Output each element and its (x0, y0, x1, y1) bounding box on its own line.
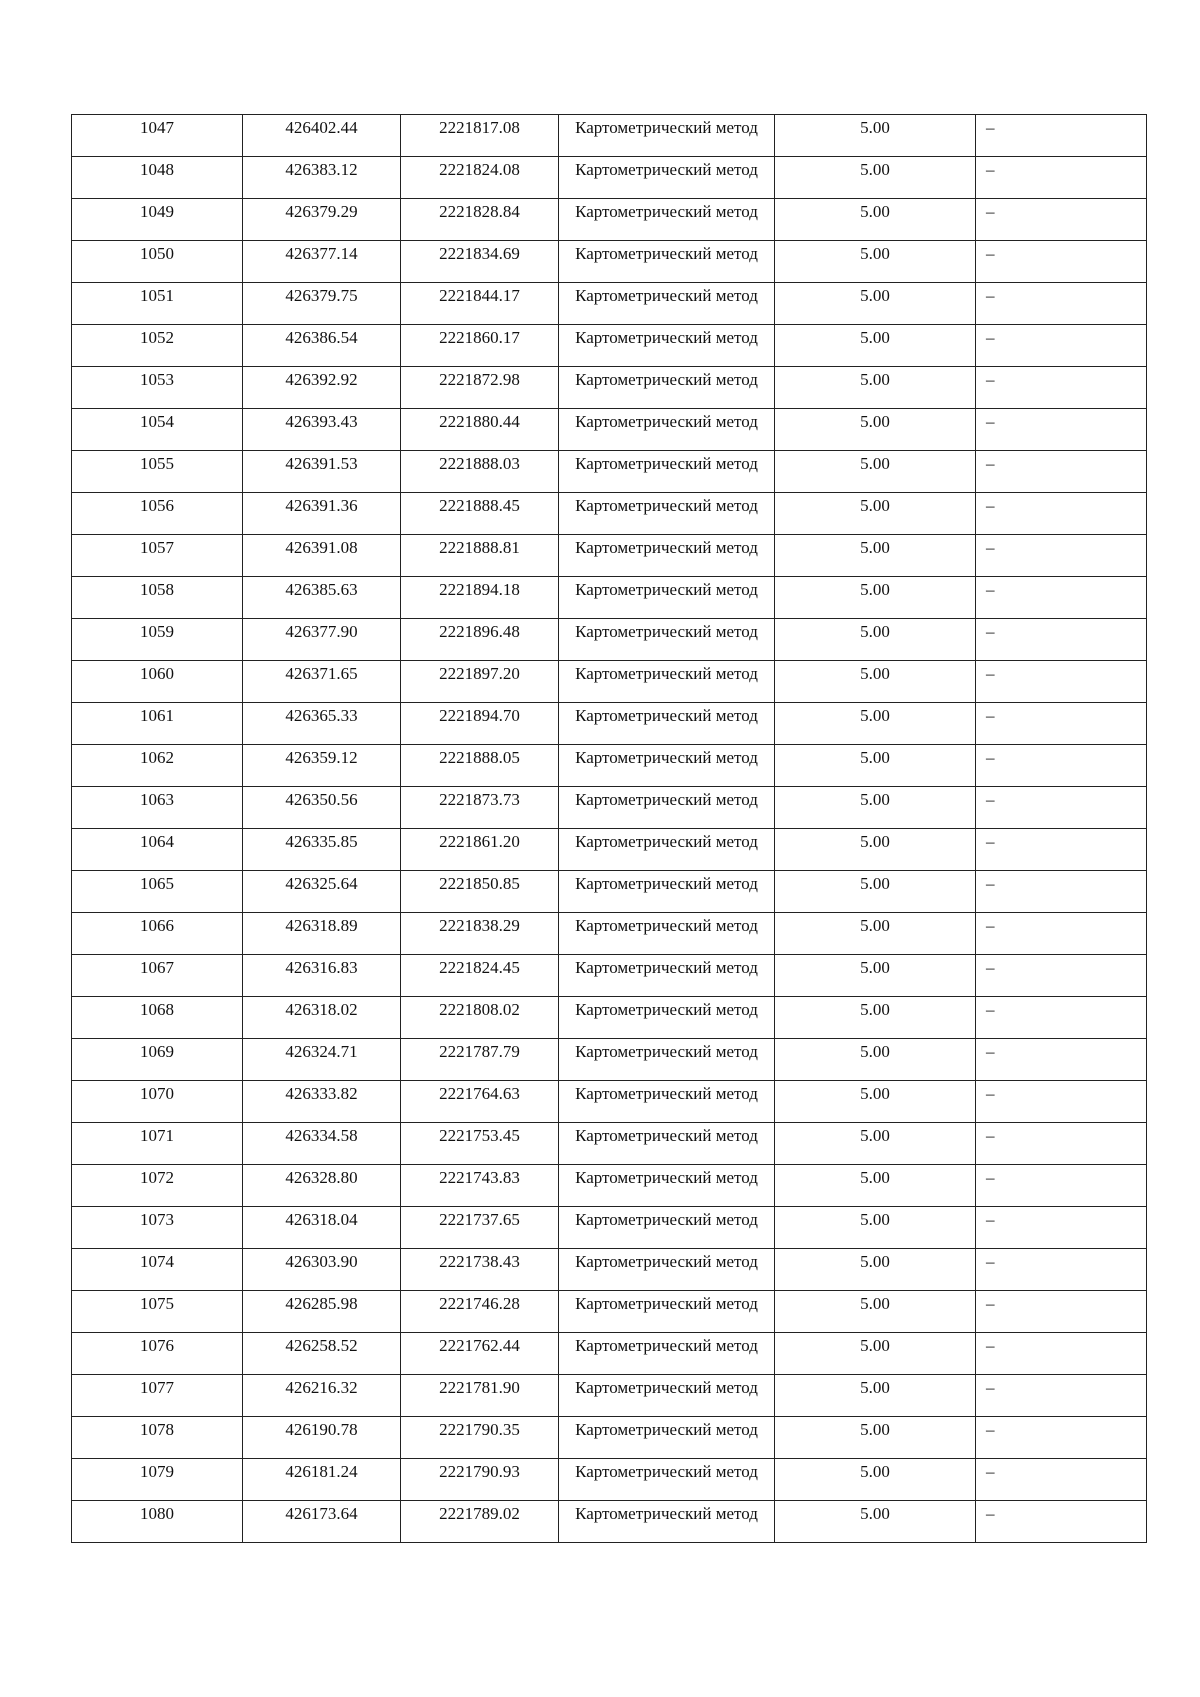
y-coordinate-cell: 2221834.69 (401, 241, 559, 283)
accuracy-cell: 5.00 (775, 1207, 976, 1249)
accuracy-cell: 5.00 (775, 283, 976, 325)
x-coordinate-cell: 426303.90 (243, 1249, 401, 1291)
accuracy-cell: 5.00 (775, 619, 976, 661)
note-cell: – (976, 829, 1147, 871)
method-cell: Картометрический метод (559, 1123, 775, 1165)
method-cell: Картометрический метод (559, 661, 775, 703)
point-number-cell: 1067 (72, 955, 243, 997)
accuracy-cell: 5.00 (775, 325, 976, 367)
y-coordinate-cell: 2221738.43 (401, 1249, 559, 1291)
table-row (72, 283, 1147, 325)
point-number-cell: 1078 (72, 1417, 243, 1459)
accuracy-cell: 5.00 (775, 1039, 976, 1081)
note-cell: – (976, 1333, 1147, 1375)
x-coordinate-cell: 426379.29 (243, 199, 401, 241)
x-coordinate-cell: 426365.33 (243, 703, 401, 745)
method-cell: Картометрический метод (559, 1291, 775, 1333)
point-number-cell: 1053 (72, 367, 243, 409)
point-number-cell: 1056 (72, 493, 243, 535)
method-cell: Картометрический метод (559, 241, 775, 283)
note-cell: – (976, 787, 1147, 829)
point-number-cell: 1073 (72, 1207, 243, 1249)
x-coordinate-cell: 426377.90 (243, 619, 401, 661)
table-row (72, 1081, 1147, 1123)
point-number-cell: 1048 (72, 157, 243, 199)
y-coordinate-cell: 2221790.35 (401, 1417, 559, 1459)
note-cell: – (976, 157, 1147, 199)
note-cell: – (976, 661, 1147, 703)
coordinates-table (71, 114, 1147, 1543)
method-cell: Картометрический метод (559, 997, 775, 1039)
method-cell: Картометрический метод (559, 1081, 775, 1123)
note-cell: – (976, 1459, 1147, 1501)
x-coordinate-cell: 426391.36 (243, 493, 401, 535)
point-number-cell: 1057 (72, 535, 243, 577)
table-row (72, 367, 1147, 409)
table-row (72, 115, 1147, 157)
method-cell: Картометрический метод (559, 367, 775, 409)
point-number-cell: 1052 (72, 325, 243, 367)
y-coordinate-cell: 2221790.93 (401, 1459, 559, 1501)
x-coordinate-cell: 426383.12 (243, 157, 401, 199)
point-number-cell: 1070 (72, 1081, 243, 1123)
method-cell: Картометрический метод (559, 115, 775, 157)
accuracy-cell: 5.00 (775, 745, 976, 787)
point-number-cell: 1076 (72, 1333, 243, 1375)
x-coordinate-cell: 426285.98 (243, 1291, 401, 1333)
method-cell: Картометрический метод (559, 1375, 775, 1417)
accuracy-cell: 5.00 (775, 1081, 976, 1123)
note-cell: – (976, 115, 1147, 157)
table-row (72, 1165, 1147, 1207)
note-cell: – (976, 283, 1147, 325)
x-coordinate-cell: 426333.82 (243, 1081, 401, 1123)
accuracy-cell: 5.00 (775, 1375, 976, 1417)
table-row (72, 703, 1147, 745)
method-cell: Картометрический метод (559, 1039, 775, 1081)
x-coordinate-cell: 426328.80 (243, 1165, 401, 1207)
x-coordinate-cell: 426181.24 (243, 1459, 401, 1501)
table-row (72, 1501, 1147, 1543)
note-cell: – (976, 1417, 1147, 1459)
y-coordinate-cell: 2221753.45 (401, 1123, 559, 1165)
y-coordinate-cell: 2221861.20 (401, 829, 559, 871)
accuracy-cell: 5.00 (775, 913, 976, 955)
y-coordinate-cell: 2221781.90 (401, 1375, 559, 1417)
point-number-cell: 1072 (72, 1165, 243, 1207)
point-number-cell: 1066 (72, 913, 243, 955)
x-coordinate-cell: 426318.02 (243, 997, 401, 1039)
note-cell: – (976, 1207, 1147, 1249)
accuracy-cell: 5.00 (775, 955, 976, 997)
note-cell: – (976, 1291, 1147, 1333)
x-coordinate-cell: 426325.64 (243, 871, 401, 913)
note-cell: – (976, 199, 1147, 241)
y-coordinate-cell: 2221828.84 (401, 199, 559, 241)
accuracy-cell: 5.00 (775, 1501, 976, 1543)
note-cell: – (976, 493, 1147, 535)
table-row (72, 829, 1147, 871)
table-row (72, 661, 1147, 703)
x-coordinate-cell: 426173.64 (243, 1501, 401, 1543)
point-number-cell: 1058 (72, 577, 243, 619)
y-coordinate-cell: 2221817.08 (401, 115, 559, 157)
y-coordinate-cell: 2221888.81 (401, 535, 559, 577)
note-cell: – (976, 1123, 1147, 1165)
note-cell: – (976, 913, 1147, 955)
point-number-cell: 1064 (72, 829, 243, 871)
method-cell: Картометрический метод (559, 325, 775, 367)
point-number-cell: 1075 (72, 1291, 243, 1333)
y-coordinate-cell: 2221844.17 (401, 283, 559, 325)
table-row (72, 1333, 1147, 1375)
note-cell: – (976, 955, 1147, 997)
table-row (72, 619, 1147, 661)
table-row (72, 955, 1147, 997)
table-row (72, 157, 1147, 199)
accuracy-cell: 5.00 (775, 367, 976, 409)
point-number-cell: 1059 (72, 619, 243, 661)
y-coordinate-cell: 2221896.48 (401, 619, 559, 661)
point-number-cell: 1047 (72, 115, 243, 157)
note-cell: – (976, 997, 1147, 1039)
note-cell: – (976, 577, 1147, 619)
coordinates-table-body (72, 115, 1147, 1543)
note-cell: – (976, 1249, 1147, 1291)
accuracy-cell: 5.00 (775, 241, 976, 283)
x-coordinate-cell: 426386.54 (243, 325, 401, 367)
x-coordinate-cell: 426334.58 (243, 1123, 401, 1165)
y-coordinate-cell: 2221838.29 (401, 913, 559, 955)
table-row (72, 745, 1147, 787)
y-coordinate-cell: 2221808.02 (401, 997, 559, 1039)
y-coordinate-cell: 2221743.83 (401, 1165, 559, 1207)
y-coordinate-cell: 2221872.98 (401, 367, 559, 409)
table-row (72, 535, 1147, 577)
point-number-cell: 1062 (72, 745, 243, 787)
table-row (72, 1291, 1147, 1333)
table-row (72, 241, 1147, 283)
point-number-cell: 1063 (72, 787, 243, 829)
method-cell: Картометрический метод (559, 535, 775, 577)
note-cell: – (976, 871, 1147, 913)
x-coordinate-cell: 426318.04 (243, 1207, 401, 1249)
x-coordinate-cell: 426385.63 (243, 577, 401, 619)
x-coordinate-cell: 426377.14 (243, 241, 401, 283)
note-cell: – (976, 1039, 1147, 1081)
accuracy-cell: 5.00 (775, 493, 976, 535)
method-cell: Картометрический метод (559, 1333, 775, 1375)
table-row (72, 1249, 1147, 1291)
accuracy-cell: 5.00 (775, 115, 976, 157)
method-cell: Картометрический метод (559, 157, 775, 199)
method-cell: Картометрический метод (559, 1249, 775, 1291)
y-coordinate-cell: 2221894.70 (401, 703, 559, 745)
x-coordinate-cell: 426392.92 (243, 367, 401, 409)
table-row (72, 451, 1147, 493)
note-cell: – (976, 745, 1147, 787)
table-row (72, 913, 1147, 955)
table-row (72, 787, 1147, 829)
note-cell: – (976, 409, 1147, 451)
point-number-cell: 1054 (72, 409, 243, 451)
accuracy-cell: 5.00 (775, 787, 976, 829)
method-cell: Картометрический метод (559, 913, 775, 955)
accuracy-cell: 5.00 (775, 1123, 976, 1165)
note-cell: – (976, 703, 1147, 745)
method-cell: Картометрический метод (559, 493, 775, 535)
y-coordinate-cell: 2221888.03 (401, 451, 559, 493)
point-number-cell: 1050 (72, 241, 243, 283)
x-coordinate-cell: 426350.56 (243, 787, 401, 829)
y-coordinate-cell: 2221824.08 (401, 157, 559, 199)
point-number-cell: 1071 (72, 1123, 243, 1165)
table-row (72, 1459, 1147, 1501)
accuracy-cell: 5.00 (775, 871, 976, 913)
y-coordinate-cell: 2221880.44 (401, 409, 559, 451)
point-number-cell: 1074 (72, 1249, 243, 1291)
point-number-cell: 1065 (72, 871, 243, 913)
accuracy-cell: 5.00 (775, 1165, 976, 1207)
note-cell: – (976, 325, 1147, 367)
accuracy-cell: 5.00 (775, 997, 976, 1039)
table-row (72, 199, 1147, 241)
x-coordinate-cell: 426335.85 (243, 829, 401, 871)
x-coordinate-cell: 426391.08 (243, 535, 401, 577)
y-coordinate-cell: 2221787.79 (401, 1039, 559, 1081)
method-cell: Картометрический метод (559, 199, 775, 241)
point-number-cell: 1080 (72, 1501, 243, 1543)
table-row (72, 1039, 1147, 1081)
point-number-cell: 1051 (72, 283, 243, 325)
x-coordinate-cell: 426371.65 (243, 661, 401, 703)
method-cell: Картометрический метод (559, 619, 775, 661)
accuracy-cell: 5.00 (775, 1333, 976, 1375)
x-coordinate-cell: 426393.43 (243, 409, 401, 451)
y-coordinate-cell: 2221894.18 (401, 577, 559, 619)
y-coordinate-cell: 2221888.45 (401, 493, 559, 535)
point-number-cell: 1055 (72, 451, 243, 493)
accuracy-cell: 5.00 (775, 1291, 976, 1333)
method-cell: Картометрический метод (559, 787, 775, 829)
note-cell: – (976, 1081, 1147, 1123)
x-coordinate-cell: 426190.78 (243, 1417, 401, 1459)
table-row (72, 493, 1147, 535)
method-cell: Картометрический метод (559, 1165, 775, 1207)
method-cell: Картометрический метод (559, 1207, 775, 1249)
accuracy-cell: 5.00 (775, 1417, 976, 1459)
table-row (72, 1375, 1147, 1417)
accuracy-cell: 5.00 (775, 577, 976, 619)
point-number-cell: 1060 (72, 661, 243, 703)
point-number-cell: 1069 (72, 1039, 243, 1081)
method-cell: Картометрический метод (559, 283, 775, 325)
x-coordinate-cell: 426216.32 (243, 1375, 401, 1417)
method-cell: Картометрический метод (559, 409, 775, 451)
accuracy-cell: 5.00 (775, 661, 976, 703)
accuracy-cell: 5.00 (775, 1249, 976, 1291)
accuracy-cell: 5.00 (775, 1459, 976, 1501)
x-coordinate-cell: 426316.83 (243, 955, 401, 997)
y-coordinate-cell: 2221762.44 (401, 1333, 559, 1375)
accuracy-cell: 5.00 (775, 535, 976, 577)
x-coordinate-cell: 426379.75 (243, 283, 401, 325)
x-coordinate-cell: 426258.52 (243, 1333, 401, 1375)
x-coordinate-cell: 426318.89 (243, 913, 401, 955)
accuracy-cell: 5.00 (775, 829, 976, 871)
method-cell: Картометрический метод (559, 451, 775, 493)
note-cell: – (976, 1501, 1147, 1543)
x-coordinate-cell: 426391.53 (243, 451, 401, 493)
accuracy-cell: 5.00 (775, 703, 976, 745)
point-number-cell: 1077 (72, 1375, 243, 1417)
y-coordinate-cell: 2221897.20 (401, 661, 559, 703)
y-coordinate-cell: 2221824.45 (401, 955, 559, 997)
note-cell: – (976, 367, 1147, 409)
accuracy-cell: 5.00 (775, 157, 976, 199)
table-row (72, 1207, 1147, 1249)
table-row (72, 325, 1147, 367)
note-cell: – (976, 451, 1147, 493)
y-coordinate-cell: 2221860.17 (401, 325, 559, 367)
method-cell: Картометрический метод (559, 871, 775, 913)
method-cell: Картометрический метод (559, 577, 775, 619)
point-number-cell: 1061 (72, 703, 243, 745)
y-coordinate-cell: 2221850.85 (401, 871, 559, 913)
table-row (72, 997, 1147, 1039)
y-coordinate-cell: 2221746.28 (401, 1291, 559, 1333)
y-coordinate-cell: 2221789.02 (401, 1501, 559, 1543)
method-cell: Картометрический метод (559, 1459, 775, 1501)
note-cell: – (976, 241, 1147, 283)
table-row (72, 871, 1147, 913)
table-row (72, 577, 1147, 619)
table-row (72, 1123, 1147, 1165)
table-row (72, 409, 1147, 451)
x-coordinate-cell: 426324.71 (243, 1039, 401, 1081)
method-cell: Картометрический метод (559, 1501, 775, 1543)
x-coordinate-cell: 426402.44 (243, 115, 401, 157)
y-coordinate-cell: 2221764.63 (401, 1081, 559, 1123)
method-cell: Картометрический метод (559, 955, 775, 997)
y-coordinate-cell: 2221873.73 (401, 787, 559, 829)
y-coordinate-cell: 2221888.05 (401, 745, 559, 787)
accuracy-cell: 5.00 (775, 409, 976, 451)
point-number-cell: 1049 (72, 199, 243, 241)
point-number-cell: 1079 (72, 1459, 243, 1501)
y-coordinate-cell: 2221737.65 (401, 1207, 559, 1249)
accuracy-cell: 5.00 (775, 199, 976, 241)
note-cell: – (976, 1165, 1147, 1207)
note-cell: – (976, 535, 1147, 577)
point-number-cell: 1068 (72, 997, 243, 1039)
x-coordinate-cell: 426359.12 (243, 745, 401, 787)
table-row (72, 1417, 1147, 1459)
note-cell: – (976, 619, 1147, 661)
method-cell: Картометрический метод (559, 745, 775, 787)
method-cell: Картометрический метод (559, 703, 775, 745)
method-cell: Картометрический метод (559, 829, 775, 871)
note-cell: – (976, 1375, 1147, 1417)
accuracy-cell: 5.00 (775, 451, 976, 493)
method-cell: Картометрический метод (559, 1417, 775, 1459)
